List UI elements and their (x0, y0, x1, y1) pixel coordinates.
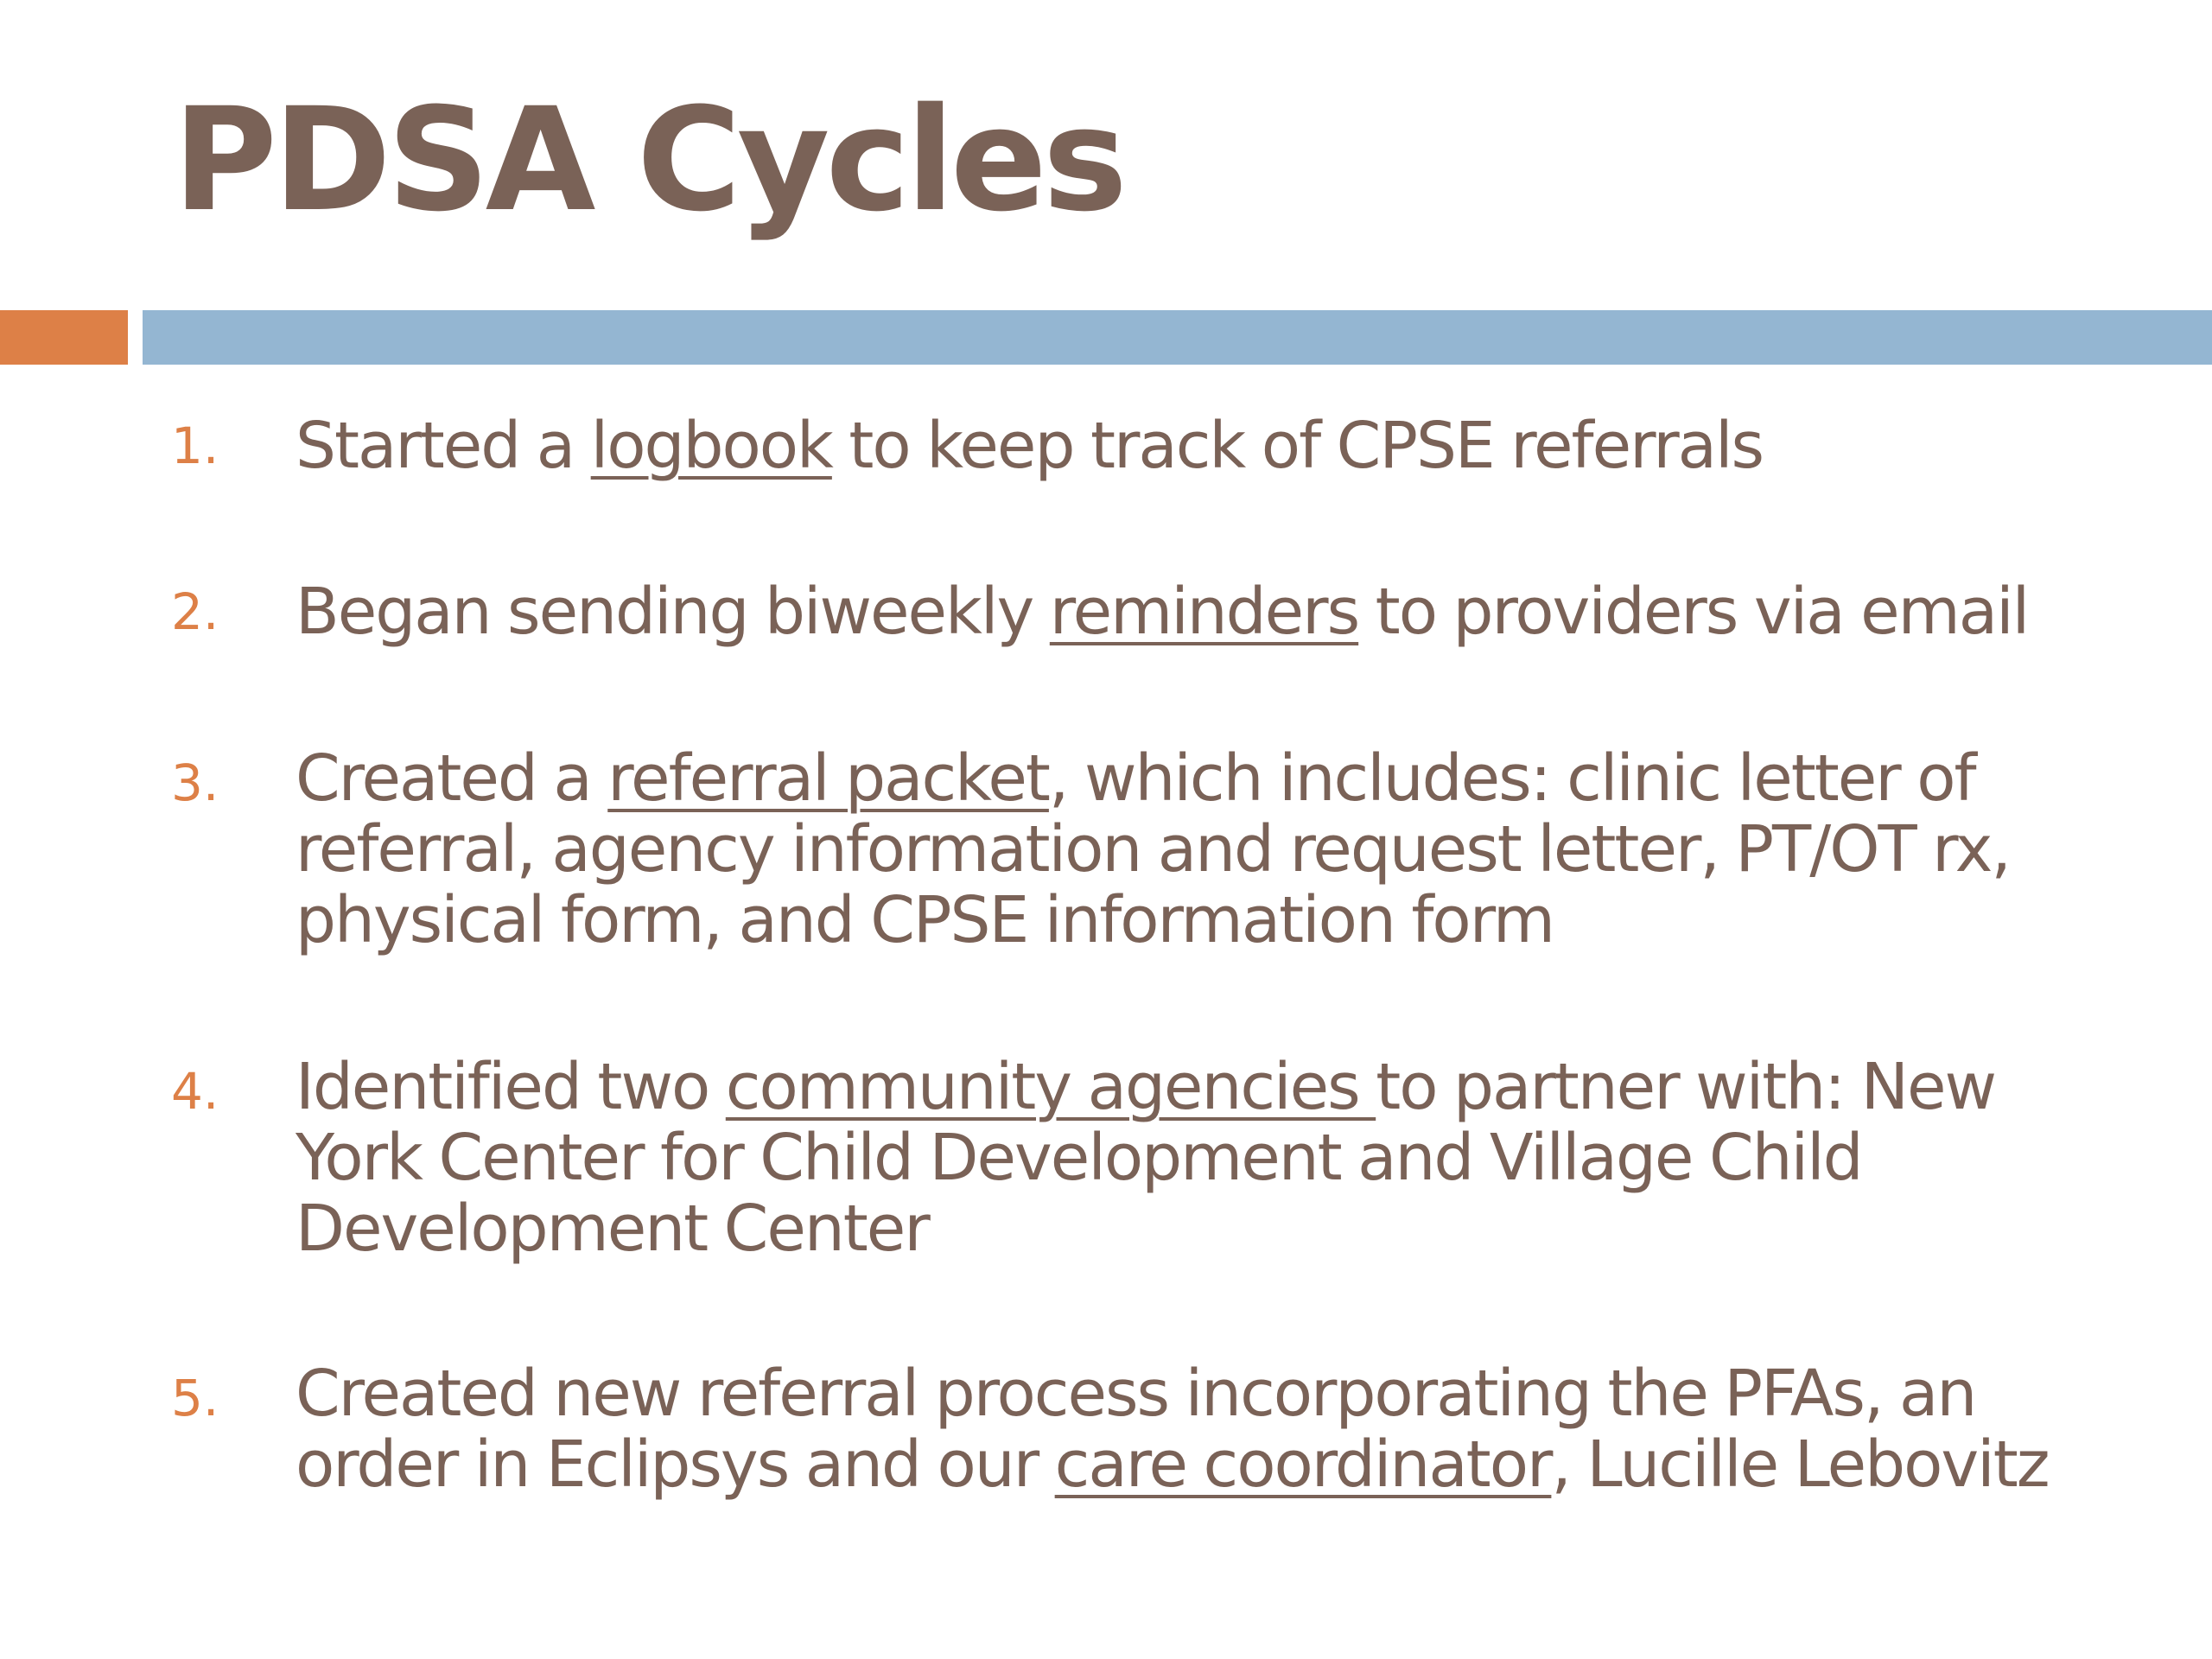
list-number: 4. (171, 1062, 219, 1121)
text-segment: to providers via email (1358, 575, 2029, 649)
text-segment: physical form, and CPSE information form (296, 883, 1554, 957)
text-segment: Created new referral process incorporating the PFAs, an (296, 1357, 1976, 1431)
title-divider-bar (143, 310, 2212, 365)
list-number: 1. (171, 416, 219, 475)
list-item-text (296, 410, 2119, 481)
text-segment: to partner with: New (1376, 1050, 1996, 1124)
list-item-line (296, 1122, 2119, 1193)
list-item-line (296, 1429, 2119, 1500)
text-segment: Started a (296, 409, 591, 483)
list-item-line (296, 814, 2119, 885)
list-item-line (296, 410, 2119, 481)
list-item-text (296, 1052, 2119, 1264)
list-item-line (296, 1052, 2119, 1122)
list-number: 2. (171, 582, 219, 641)
underlined-term: referral packet (607, 741, 1049, 816)
text-segment: Identified two (296, 1050, 726, 1124)
title-divider-accent (0, 310, 128, 365)
list-item-line (296, 1193, 2119, 1264)
list-number: 5. (171, 1369, 219, 1427)
underlined-term: logbook (590, 409, 832, 483)
text-segment: , which includes: clinic letter of (1048, 741, 1975, 816)
underlined-term: reminders (1049, 575, 1359, 649)
underlined-term: care coordinator (1054, 1427, 1552, 1502)
text-segment: order in Eclipsys and our (296, 1427, 1055, 1502)
text-segment: referral, agency information and request letter, PT/OT rx, (296, 812, 2010, 887)
list-item-line (296, 743, 2119, 814)
text-segment: York Center for Child Development and Village Child (296, 1121, 1862, 1195)
text-segment: to keep track of CPSE referrals (831, 409, 1764, 483)
list-number: 3. (171, 753, 219, 812)
text-segment: Development Center (296, 1192, 929, 1266)
text-segment: , Lucille Lebovitz (1551, 1427, 2049, 1502)
text-segment: Created a (296, 741, 608, 816)
text-segment: Began sending biweekly (296, 575, 1050, 649)
list-item-line (296, 885, 2119, 956)
underlined-term: community agencies (725, 1050, 1376, 1124)
slide-title: PDSA Cycles (173, 77, 1123, 243)
list-item-text (296, 576, 2119, 647)
list-item-line (296, 576, 2119, 647)
list-item-line (296, 1358, 2119, 1429)
list-item-text (296, 1358, 2119, 1500)
list-item-text (296, 743, 2119, 956)
